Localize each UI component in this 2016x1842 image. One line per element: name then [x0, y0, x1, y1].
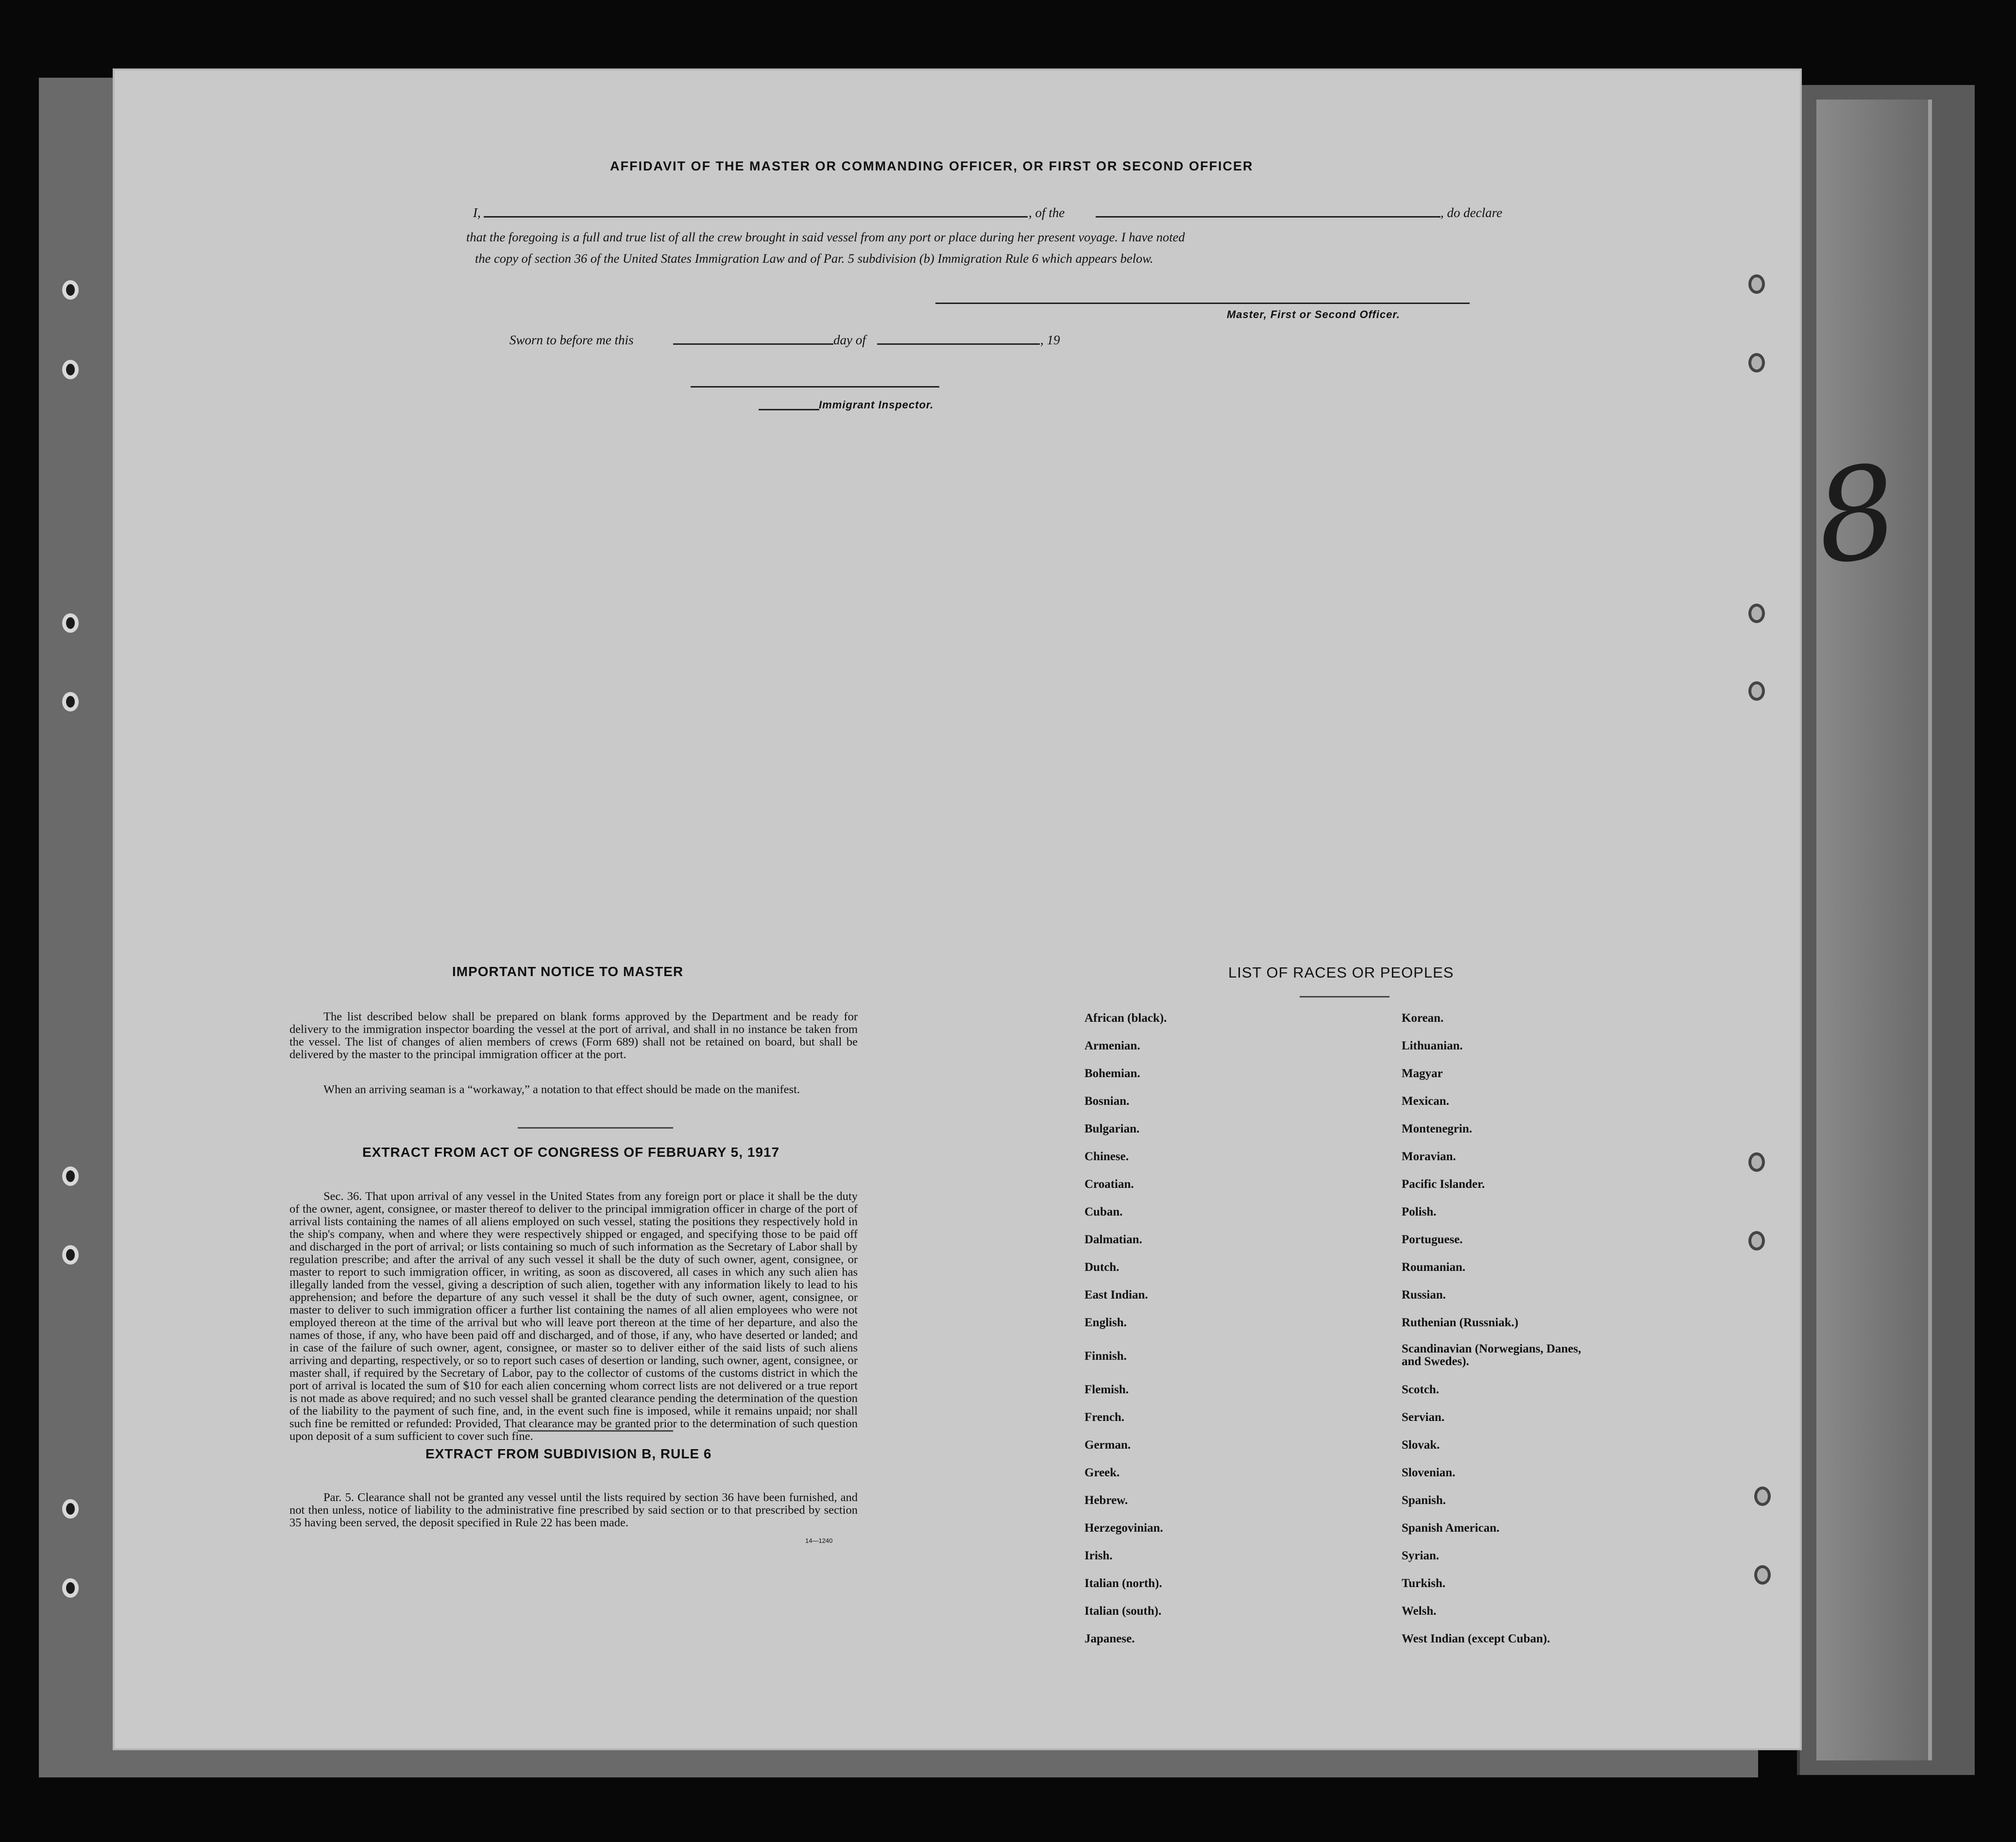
- affidavit-line-3: the copy of section 36 of the United States Immigration Law and of Par. 5 subdivision (b) Immigration Rule 6 which appears below.: [475, 251, 1153, 266]
- race-item: Cuban.: [1084, 1205, 1123, 1218]
- race-item: French.: [1084, 1411, 1125, 1424]
- master-signature-caption: Master, First or Second Officer.: [1227, 308, 1400, 321]
- race-item: Scandinavian (Norwegians, Danes, and Swedes).: [1402, 1342, 1581, 1368]
- binder-hole-right: [1748, 604, 1765, 623]
- extract-act-text: Sec. 36. That upon arrival of any vessel in the United States from any foreign port or place it shall be the duty of the owner, agent, consignee, or master thereof to deliver to the principal immigration officer in charge of the port of arrival lists containing the names of all aliens employed on such vessel, stating the positions they respectively hold in the ship's company, when and where they were respectively shipped or engaged, and specifying those to be paid off and discharged in the port of arrival; or lists containing so much of such information as the Secretary of Labor shall by regulation prescribe; and after the arrival of any such vessel it shall be the duty of such owner, agent, consignee, or master to report to such immigration officer, in writing, as soon as discovered, all cases in which any such alien has illegally landed from the vessel, giving a description of such alien, together with any information likely to lead to his apprehension; and before the departure of any such vessel it shall be the duty of such owner, agent, consignee, or master to deliver to such immigration officer a further list containing the names of all alien employees who were not employed thereon at the time of the arrival but who will leave port thereon at the time of her departure, and also the names of those, if any, who have been paid off and discharged, and of those, if any, who have deserted or landed; and in case of the failure of such owner, agent, consignee, or master so to deliver either of the said lists of such aliens arriving and departing, respectively, or so to report such cases of desertion or landing, such owner, agent, consignee, or master shall, if required by the Secretary of Labor, pay to the collector of customs of the customs district in which the port of arrival is located the sum of $10 for each alien concerning whom correct lists are not delivered or a true report is not made as above required; and no such vessel shall be granted clearance pending the determination of the question of the liability to the payment of such fine, and, in the event such fine is imposed, while it remains unpaid; nor shall such fine be remitted or refunded: Provided, That clearance may be granted prior to the determination of such question upon deposit of a sum sufficient to cover such fine.: [289, 1190, 858, 1443]
- race-item: Scotch.: [1402, 1383, 1440, 1396]
- binder-hole-left: [62, 1499, 79, 1519]
- handwritten-page-number: 8: [1806, 437, 1907, 594]
- binder-hole-left: [62, 1578, 79, 1598]
- race-item: Montenegrin.: [1402, 1122, 1473, 1135]
- name-blank-line: [484, 216, 1028, 218]
- race-item: Armenian.: [1084, 1039, 1140, 1052]
- binder-hole-right: [1754, 1565, 1771, 1585]
- race-item: Bohemian.: [1084, 1067, 1140, 1080]
- inspector-signature-line: [691, 386, 939, 388]
- binder-hole-left: [62, 1166, 79, 1186]
- year-label: , 19: [1040, 333, 1060, 347]
- race-item: Croatian.: [1084, 1178, 1134, 1191]
- race-item: Ruthenian (Russniak.): [1402, 1316, 1519, 1329]
- race-item: Bulgarian.: [1084, 1122, 1140, 1135]
- race-item: Finnish.: [1084, 1350, 1127, 1363]
- race-item: Slovak.: [1402, 1438, 1440, 1452]
- sworn-month-blank-line: [877, 343, 1040, 345]
- sworn-day-blank-line: [673, 343, 833, 345]
- race-item: Syrian.: [1402, 1549, 1440, 1562]
- binder-hole-right: [1748, 274, 1765, 294]
- inspector-short-line: [759, 409, 819, 410]
- race-item: Italian (north).: [1084, 1577, 1162, 1590]
- race-item: Lithuanian.: [1402, 1039, 1463, 1052]
- race-item: Polish.: [1402, 1205, 1437, 1218]
- affidavit-line-2: that the foregoing is a full and true list of all the crew brought in said vessel from any port or place during her present voyage. I have noted: [466, 230, 1185, 244]
- race-item: Greek.: [1084, 1466, 1120, 1479]
- race-item: Spanish.: [1402, 1494, 1446, 1507]
- race-item: Dutch.: [1084, 1261, 1119, 1274]
- race-item: Flemish.: [1084, 1383, 1129, 1396]
- race-item: Mexican.: [1402, 1095, 1449, 1108]
- race-item: Italian (south).: [1084, 1605, 1162, 1618]
- binder-hole-right: [1748, 1152, 1765, 1172]
- race-item: Spanish American.: [1402, 1521, 1500, 1535]
- notice-paragraph-1: The list described below shall be prepared on blank forms approved by the Department and be ready for delivery to the immigration inspector boarding the vessel at the port of arrival, and shall in no instance be taken from the vessel. The list of changes of alien members of crews (Form 689) shall not be retained on board, but shall be delivered by the master to the principal immigration officer at the port.: [289, 1010, 858, 1061]
- race-item: Slovenian.: [1402, 1466, 1456, 1479]
- binder-hole-left: [62, 692, 79, 711]
- day-of-label: day of: [833, 333, 866, 347]
- race-item: East Indian.: [1084, 1288, 1148, 1301]
- race-item: Chinese.: [1084, 1150, 1129, 1163]
- extract-act-title: EXTRACT FROM ACT OF CONGRESS OF FEBRUARY 5, 1917: [362, 1145, 780, 1160]
- notice-paragraph-2: When an arriving seaman is a “workaway,” a notation to that effect should be made on the manifest.: [323, 1083, 800, 1096]
- race-item: Japanese.: [1084, 1632, 1135, 1645]
- binder-hole-right: [1748, 681, 1765, 701]
- vessel-blank-line: [1096, 216, 1440, 218]
- binder-hole-left: [62, 613, 79, 633]
- binder-hole-left: [62, 280, 79, 300]
- races-title: LIST OF RACES OR PEOPLES: [1228, 964, 1454, 981]
- notice-divider: [518, 1127, 673, 1129]
- race-item: Magyar: [1402, 1067, 1443, 1080]
- binder-hole-left: [62, 1245, 79, 1265]
- affidavit-i-label: I,: [473, 205, 481, 220]
- form-number: 14—1240: [805, 1537, 833, 1544]
- notice-title: IMPORTANT NOTICE TO MASTER: [452, 964, 684, 979]
- race-item: Russian.: [1402, 1288, 1446, 1301]
- affidavit-title: AFFIDAVIT OF THE MASTER OR COMMANDING OFFICER, OR FIRST OR SECOND OFFICER: [610, 159, 1254, 173]
- master-signature-line: [935, 303, 1470, 304]
- affidavit-declare-label: , do declare: [1440, 205, 1503, 220]
- race-item: Moravian.: [1402, 1150, 1456, 1163]
- race-item: West Indian (except Cuban).: [1402, 1632, 1550, 1645]
- race-item: Portuguese.: [1402, 1233, 1463, 1246]
- binder-hole-right: [1754, 1487, 1771, 1506]
- race-item: Irish.: [1084, 1549, 1113, 1562]
- inspector-caption: Immigrant Inspector.: [819, 399, 934, 411]
- race-item: Turkish.: [1402, 1577, 1446, 1590]
- race-item: Bosnian.: [1084, 1095, 1130, 1108]
- race-item: Welsh.: [1402, 1605, 1437, 1618]
- extract-divider: [518, 1430, 673, 1432]
- race-item: Servian.: [1402, 1411, 1445, 1424]
- races-divider: [1300, 996, 1389, 997]
- race-item: Hebrew.: [1084, 1494, 1128, 1507]
- race-item: Roumanian.: [1402, 1261, 1466, 1274]
- underlying-page-edge: [1816, 100, 1932, 1760]
- binder-hole-right: [1748, 353, 1765, 372]
- race-item: Pacific Islander.: [1402, 1178, 1485, 1191]
- race-item: African (black).: [1084, 1012, 1167, 1025]
- sworn-label: Sworn to before me this: [509, 333, 634, 347]
- binder-hole-right: [1748, 1231, 1765, 1251]
- binder-hole-left: [62, 360, 79, 379]
- race-item: Korean.: [1402, 1012, 1444, 1025]
- race-item: English.: [1084, 1316, 1127, 1329]
- manifest-page: [115, 70, 1800, 1748]
- race-item: German.: [1084, 1438, 1131, 1452]
- extract-rule-title: EXTRACT FROM SUBDIVISION B, RULE 6: [425, 1446, 712, 1461]
- race-item: Dalmatian.: [1084, 1233, 1142, 1246]
- extract-rule-text: Par. 5. Clearance shall not be granted any vessel until the lists required by section 36 have been furnished, and not then unless, notice of liability to the administrative fine prescribed by said section or to that prescribed by section 35 having been served, the deposit specified in Rule 22 has been made.: [289, 1491, 858, 1529]
- race-item: Herzegovinian.: [1084, 1521, 1163, 1535]
- affidavit-of-the-label: , of the: [1029, 205, 1065, 220]
